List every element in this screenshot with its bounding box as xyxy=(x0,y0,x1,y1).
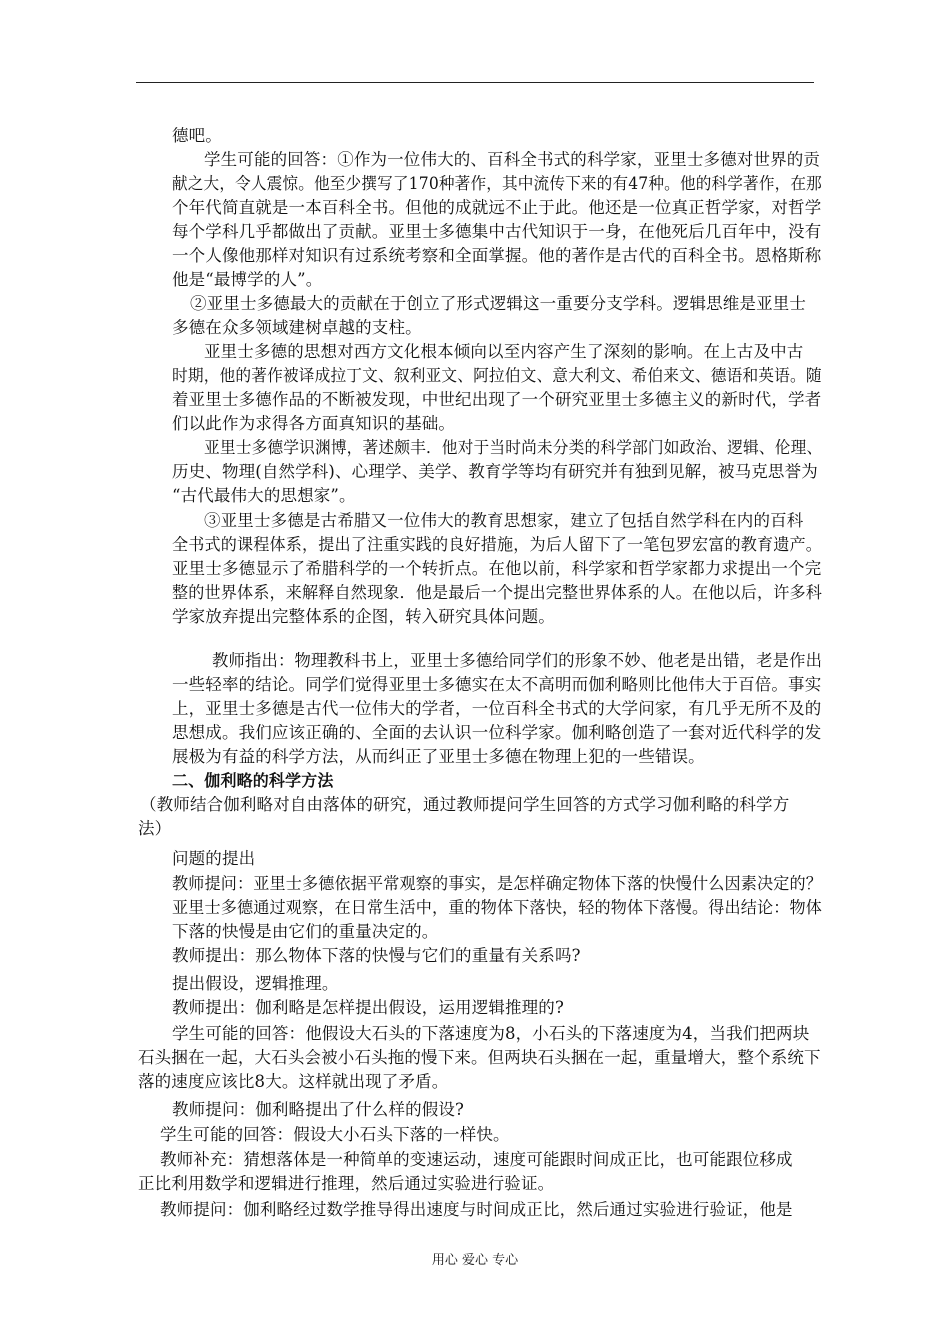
text-line: 提出假设，逻辑推理。 xyxy=(172,974,339,993)
text-line: 他是“最博学的人”。 xyxy=(172,270,323,289)
text-line: 上，亚里士多德是古代一位伟大的学者，一位百科全书式的大学问家，有几乎无所不及的 xyxy=(172,699,822,718)
text-line: ③亚里士多德是古希腊又一位伟大的教育思想家，建立了包括自然学科在内的百科 xyxy=(204,511,804,530)
text-line: 教师提问：伽利略提出了什么样的假设? xyxy=(172,1100,465,1119)
text-line: 教师补充：猜想落体是一种简单的变速运动，速度可能跟时间成正比，也可能跟位移成 xyxy=(160,1150,793,1169)
section-heading: 二、伽利略的科学方法 xyxy=(172,771,334,790)
text-line: 多德在众多领域建树卓越的支柱。 xyxy=(172,318,422,337)
text-line: 学生可能的回答：①作为一位伟大的、百科全书式的科学家，亚里士多德对世界的贡 xyxy=(204,150,821,169)
text-line: 每个学科几乎都做出了贡献。亚里士多德集中古代知识于一身，在他死后几百年中，没有 xyxy=(172,222,822,241)
text-line: 着亚里士多德作品的不断被发现，中世纪出现了一个研究亚里士多德主义的新时代，学者 xyxy=(172,390,822,409)
text-line: 学生可能的回答：他假设大石头的下落速度为8，小石头的下落速度为4，当我们把两块 xyxy=(172,1024,810,1043)
text-line: 教师提出：伽利略是怎样提出假设，运用逻辑推理的? xyxy=(172,998,564,1017)
text-line: 亚里士多德显示了希腊科学的一个转折点。在他以前，科学家和哲学家都力求提出一个完 xyxy=(172,559,822,578)
text-line: 全书式的课程体系，提出了注重实践的良好措施，为后人留下了一笔包罗宏富的教育遗产。 xyxy=(172,535,823,554)
text-line: 石头捆在一起，大石头会被小石头拖的慢下来。但两块石头捆在一起，重量增大，整个系统下 xyxy=(138,1048,821,1067)
text-line: 落的速度应该比8大。这样就出现了矛盾。 xyxy=(138,1072,449,1091)
text-line: （教师结合伽利略对自由落体的研究，通过教师提问学生回答的方式学习伽利略的科学方 xyxy=(140,795,790,814)
text-line: 时期，他的著作被译成拉丁文、叙利亚文、阿拉伯文、意大利文、希伯来文、德语和英语。随 xyxy=(172,366,822,385)
text-line: 法） xyxy=(138,819,172,838)
text-line: 们以此作为求得各方面真知识的基础。 xyxy=(172,414,456,433)
text-line: “古代最伟大的思想家”。 xyxy=(172,486,356,505)
text-line: 亚里士多德学识渊博，著述颇丰．他对于当时尚未分类的科学部门如政治、逻辑、伦理、 xyxy=(204,438,823,457)
text-line: 下落的快慢是由它们的重量决定的。 xyxy=(172,922,439,941)
text-line: 教师提出：那么物体下落的快慢与它们的重量有关系吗? xyxy=(172,946,581,965)
text-line: 亚里士多德通过观察，在日常生活中，重的物体下落快，轻的物体下落慢。得出结论：物体 xyxy=(172,898,823,917)
text-line: ②亚里士多德最大的贡献在于创立了形式逻辑这一重要分支学科。逻辑思维是亚里士 xyxy=(190,294,807,313)
header-rule xyxy=(136,82,814,83)
page-footer: 用心 爱心 专心 xyxy=(431,1253,519,1268)
subheading: 问题的提出 xyxy=(172,849,256,868)
text-line: 亚里士多德的思想对西方文化根本倾向以至内容产生了深刻的影响。在上古及中古 xyxy=(204,342,804,361)
text-line: 历史、物理(自然学科)、心理学、美学、教育学等均有研究并有独到见解，被马克思誉为 xyxy=(172,462,818,481)
text-line: 个年代简直就是一本百科全书。但他的成就远不止于此。他还是一位真正哲学家，对哲学 xyxy=(172,198,822,217)
text-line: 正比利用数学和逻辑进行推理，然后通过实验进行验证。 xyxy=(138,1174,555,1193)
text-line: 展极为有益的科学方法，从而纠正了亚里士多德在物理上犯的一些错误。 xyxy=(172,747,705,766)
text-line: 教师指出：物理教科书上，亚里士多德给同学们的形象不妙、他老是出错，老是作出 xyxy=(212,651,823,670)
text-line: 一些轻率的结论。同学们觉得亚里士多德实在太不高明而伽利略则比他伟大于百倍。事实 xyxy=(172,675,822,694)
text-line: 思想成。我们应该正确的、全面的去认识一位科学家。伽利略创造了一套对近代科学的发 xyxy=(172,723,822,742)
text-line: 整的世界体系，来解释自然现象．他是最后一个提出完整世界体系的人。在他以后，许多科 xyxy=(172,583,823,602)
text-line: 德吧。 xyxy=(172,126,222,145)
text-line: 献之大，令人震惊。他至少撰写了170种著作，其中流传下来的有47种。他的科学著作，在那 xyxy=(172,174,822,193)
text-line: 一个人像他那样对知识有过系统考察和全面掌握。他的著作是古代的百科全书。恩格斯称 xyxy=(172,246,822,265)
text-line: 学生可能的回答：假设大小石头下落的一样快。 xyxy=(160,1125,510,1144)
text-line: 教师提问：亚里士多德依据平常观察的事实，是怎样确定物体下落的快慢什么因素决定的？ xyxy=(172,874,823,893)
text-line: 教师提问：伽利略经过数学推导得出速度与时间成正比，然后通过实验进行验证，他是 xyxy=(160,1200,793,1219)
text-line: 学家放弃提出完整体系的企图，转入研究具体问题。 xyxy=(172,607,555,626)
